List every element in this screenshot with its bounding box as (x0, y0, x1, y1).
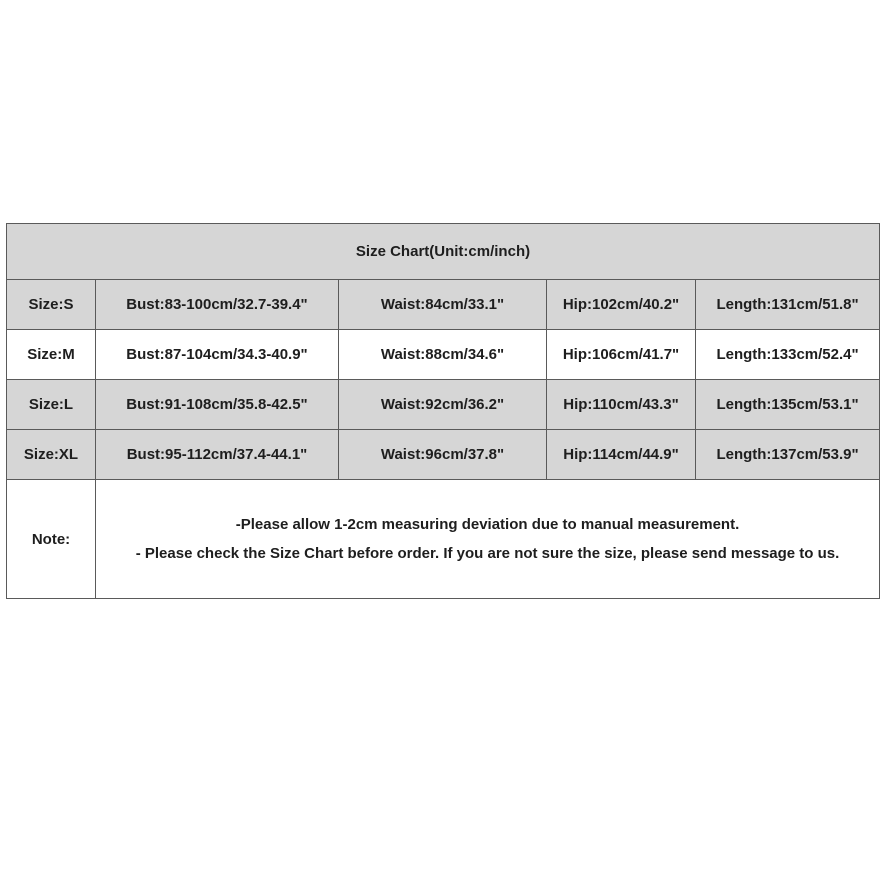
note-row (7, 480, 880, 599)
hip-cell: Hip:110cm/43.3" (547, 380, 696, 430)
size-label: Size:XL (7, 430, 96, 480)
size-label: Size:L (7, 380, 96, 430)
waist-cell: Waist:88cm/34.6" (339, 330, 547, 380)
table-row (7, 280, 880, 330)
hip-cell: Hip:106cm/41.7" (547, 330, 696, 380)
length-cell: Length:133cm/52.4" (696, 330, 880, 380)
waist-cell: Waist:96cm/37.8" (339, 430, 547, 480)
note-text (96, 480, 880, 599)
note-label: Note: (7, 480, 96, 599)
bust-cell: Bust:83-100cm/32.7-39.4" (96, 280, 339, 330)
waist-cell: Waist:92cm/36.2" (339, 380, 547, 430)
bust-cell: Bust:91-108cm/35.8-42.5" (96, 380, 339, 430)
length-cell: Length:135cm/53.1" (696, 380, 880, 430)
size-chart-table (6, 223, 880, 599)
hip-cell: Hip:102cm/40.2" (547, 280, 696, 330)
length-cell: Length:131cm/51.8" (696, 280, 880, 330)
note-line-1: -Please allow 1-2cm measuring deviation due to manual measurement. (235, 516, 740, 533)
size-label: Size:M (7, 330, 96, 380)
table-row (7, 330, 880, 380)
hip-cell: Hip:114cm/44.9" (547, 430, 696, 480)
bust-cell: Bust:95-112cm/37.4-44.1" (96, 430, 339, 480)
table-row (7, 380, 880, 430)
bust-cell: Bust:87-104cm/34.3-40.9" (96, 330, 339, 380)
table-row (7, 430, 880, 480)
note-line-2: - Please check the Size Chart before order. If you are not sure the size, please send message to us. (135, 545, 840, 562)
size-chart-title: Size Chart(Unit:cm/inch) (7, 224, 880, 280)
size-label: Size:S (7, 280, 96, 330)
length-cell: Length:137cm/53.9" (696, 430, 880, 480)
waist-cell: Waist:84cm/33.1" (339, 280, 547, 330)
title-row (7, 224, 880, 280)
